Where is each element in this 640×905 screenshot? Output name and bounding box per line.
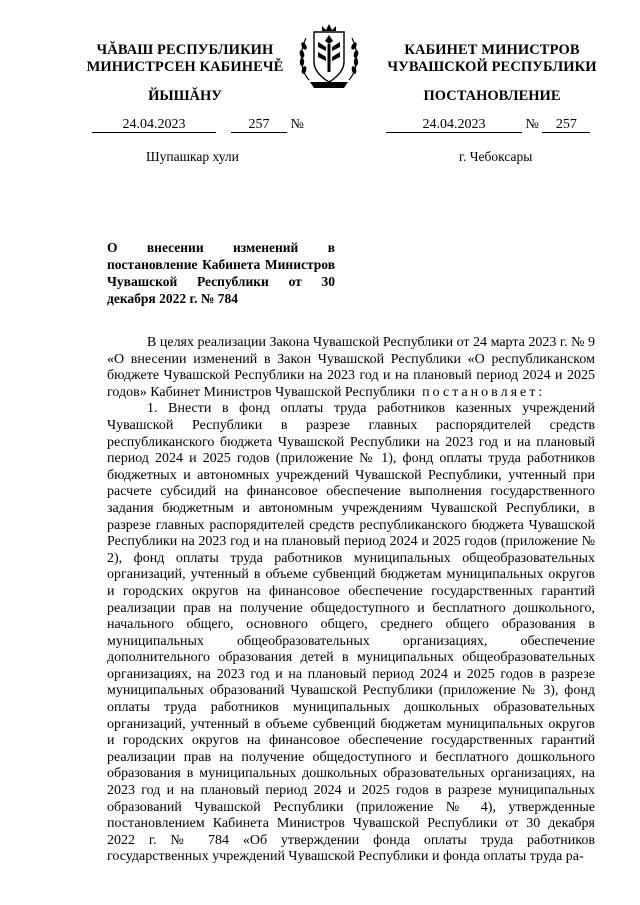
place-chuvash: Шупашкар хули [146, 149, 239, 164]
document-subject: О внесении изменений в постановление Кабинета Министров Чувашской Республики от 30 декабря 2022 г. № 784 [107, 240, 335, 306]
document-body [107, 335, 595, 866]
dateline-chuvash [92, 117, 304, 133]
intro-paragraph [107, 335, 595, 401]
number-sign-right: № [525, 117, 539, 132]
date-right: 24.04.2023 [386, 117, 522, 133]
header-right-line2: ЧУВАШСКОЙ РЕСПУБЛИКИ [387, 59, 597, 75]
header-chuvash [80, 42, 290, 76]
chuvash-coat-of-arms-icon [296, 22, 362, 92]
doc-type-russian: ПОСТАНОВЛЕНИЕ [423, 88, 561, 104]
doc-type-chuvash: ЙЫШĂНУ [148, 88, 222, 104]
header-right-line1: КАБИНЕТ МИНИСТРОВ [404, 42, 580, 58]
dateline-russian [386, 117, 590, 133]
place-russian: г. Чебоксары [459, 149, 533, 164]
number-sign-left: № [290, 117, 304, 132]
header-russian [382, 42, 602, 76]
intro-text: В целях реализации Закона Чувашской Республики от 24 марта 2023 г. № 9 «О внесении изменений в Закон Чувашской Республики «О республиканском бюджете Чувашской Республики на 2023 год и на плановый период 2024 и 2025 годов» Кабинет Министров Чувашской Республики [107, 335, 595, 400]
number-right: 257 [542, 117, 590, 133]
number-left: 257 [231, 117, 287, 133]
date-left: 24.04.2023 [92, 117, 216, 133]
point-1-paragraph: 1. Внести в фонд оплаты труда работников казенных учреждений Чувашской Республики в разрезе главных распорядителей средств республиканского бюджета Чувашской Республики на 2023 год и на плановый период 2024 и 2025 годов (приложение № 1), фонд оплаты труда работников бюджетных и автономных учреждений Чувашской Республики, учтенный при расчете субсидий на финансовое обеспечение выполнения государственного задания бюджетным и автономным учреждениям Чувашской Республики, в разрезе главных распорядителей средств республиканского бюджета Чувашской Республики на 2023 год и на плановый период 2024 и 2025 годов (приложение № 2), фонд оплаты труда работников муниципальных общеобразовательных организаций, учтенный в объеме субвенций бюджетам муниципальных округов и городских округов на финансовое обеспечение государственных гарантий реализации прав на получение общедоступного и бесплатного дошкольного, начального общего, основного общего, среднего общего образования в муниципальных общеобразовательных организациях, обеспечение дополнительного образования детей в муниципальных общеобразовательных организациях, на 2023 год и на плановый период 2024 и 2025 годов в разрезе муниципальных образований Чувашской Республики (приложение № 3), фонд оплаты труда работников муниципальных дошкольных образовательных организаций, учтенный в объеме субвенций бюджетам муниципальных округов и городских округов на финансовое обеспечение государственных гарантий реализации прав на получение общедоступного и бесплатного дошкольного образования в муниципальных дошкольных образовательных организациях, на 2023 год и на плановый период 2024 и 2025 годов в разрезе муниципальных образований Чувашской Республики (приложение № 4), утвержденные постановлением Кабинета Министров Чувашской Республики от 30 декабря 2022 г. № 784 «Об утверждении фонда оплаты труда работников государственных учреждений Чувашской Республики и фонда оплаты труда ра- [107, 401, 595, 865]
header-left-line2: МИНИСТРСЕН КАБИНЕЧĚ [86, 59, 284, 75]
decree-word: постановляет: [422, 384, 546, 400]
header-left-line1: ЧĂВАШ РЕСПУБЛИКИН [96, 42, 274, 58]
